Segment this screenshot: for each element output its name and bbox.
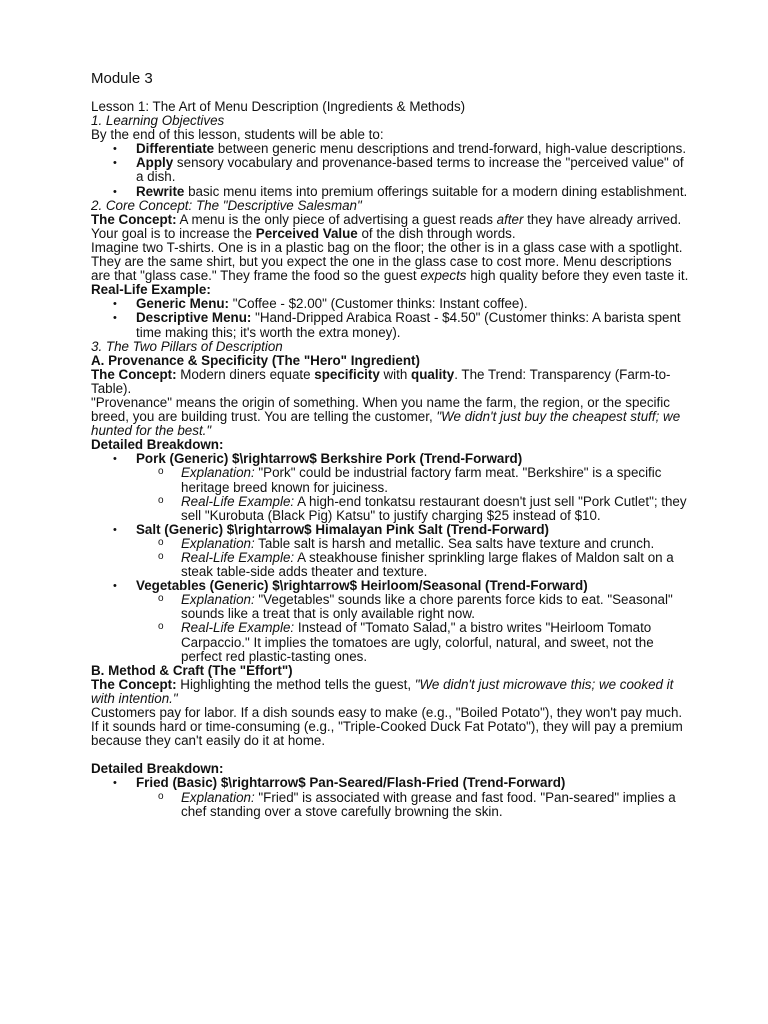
list-item: • Pork (Generic) $\rightarrow$ Berkshire Pork (Trend-Forward) o Explanation: "Pork" could be industrial factory farm meat. "Berkshire" is a specific heritage breed known for juiciness. o Real-Life Example: A high-end tonkatsu restaurant doesn't just sell "Pork Cutlet"; they sell "Kurobuta (Black Pig) Katsu" to justify charging $25 instead of $10. bbox=[91, 452, 691, 522]
sub-list-item: o Real-Life Example: A steakhouse finisher sprinkling large flakes of Maldon salt on a steak table-side adds theater and texture. bbox=[136, 551, 691, 579]
detailed-breakdown-label: Detailed Breakdown: bbox=[91, 437, 224, 453]
list-item: • Rewrite basic menu items into premium offerings suitable for a modern dining establishment. bbox=[91, 185, 691, 199]
spacer bbox=[91, 748, 691, 762]
sub-list bbox=[136, 466, 691, 522]
module-title: Module 3 bbox=[91, 70, 153, 87]
objectives-list bbox=[91, 142, 691, 198]
document-page bbox=[91, 70, 691, 819]
sub-list-item: o Real-Life Example: A high-end tonkatsu restaurant doesn't just sell "Pork Cutlet"; they sell "Kurobuta (Black Pig) Katsu" to justify charging $25 instead of $10. bbox=[136, 495, 691, 523]
section-2-heading: 2. Core Concept: The "Descriptive Salesman" bbox=[91, 197, 362, 213]
concept-paragraph: The Concept: A menu is the only piece of advertising a guest reads after they have already arrived. Your goal is to increase the Perceived Value of the dish through words. bbox=[91, 211, 682, 241]
pillar-a-heading: A. Provenance & Specificity (The "Hero" Ingredient) bbox=[91, 352, 420, 368]
sub-list-item: o Explanation: "Vegetables" sounds like a chore parents force kids to eat. "Seasonal" sounds like a treat that is only available right now. bbox=[136, 593, 691, 621]
provenance-paragraph: "Provenance" means the origin of something. When you name the farm, the region, or the specific breed, you are building trust. You are telling the customer, "We didn't just buy the cheapest stuff; we hunted for the best." bbox=[91, 394, 681, 439]
list-item: • Salt (Generic) $\rightarrow$ Himalayan Pink Salt (Trend-Forward) o Explanation: Table salt is harsh and metallic. Sea salts have texture and crunch. o Real-Life Example: A steakhouse finisher sprinkling large flakes of Maldon salt on a steak table-side adds theater and texture. bbox=[91, 523, 691, 579]
sub-list-item: o Real-Life Example: Instead of "Tomato Salad," a bistro writes "Heirloom Tomato Carpaccio." It implies the tomatoes are ugly, colorful, natural, and sweet, not the perfect red plastic-tasting ones. bbox=[136, 621, 691, 663]
section-3-heading: 3. The Two Pillars of Description bbox=[91, 338, 283, 354]
pillar-a-concept: The Concept: Modern diners equate specificity with quality. The Trend: Transparency (Farm-to-Table). bbox=[91, 366, 671, 396]
list-item: • Fried (Basic) $\rightarrow$ Pan-Seared/Flash-Fried (Trend-Forward) o Explanation: "Fried" is associated with grease and fast food. "Pan-seared" implies a chef standing over a stove carefully browning the skin. bbox=[91, 776, 691, 818]
sub-list-item: o Explanation: "Fried" is associated with grease and fast food. "Pan-seared" implies a chef standing over a stove carefully browning the skin. bbox=[136, 791, 691, 819]
sub-list bbox=[136, 537, 691, 579]
pillar-a-list bbox=[91, 452, 691, 663]
sub-list-item: o Explanation: Table salt is harsh and metallic. Sea salts have texture and crunch. bbox=[136, 537, 691, 551]
real-life-label: Real-Life Example: bbox=[91, 282, 211, 298]
labor-paragraph: Customers pay for labor. If a dish sounds easy to make (e.g., "Boiled Potato"), they won't pay much. If it sounds hard or time-consuming (e.g., "Triple-Cooked Duck Fat Potato"), they will pay a premium because they can't easily do it at home. bbox=[91, 705, 683, 749]
sub-list bbox=[136, 593, 691, 663]
section-1-intro: By the end of this lesson, students will be able to: bbox=[91, 127, 384, 143]
list-item: • Descriptive Menu: "Hand-Dripped Arabica Roast - $4.50" (Customer thinks: A barista spent time making this; it's worth the extra money). bbox=[91, 311, 691, 339]
lesson-title: Lesson 1: The Art of Menu Description (Ingredients & Methods) bbox=[91, 99, 466, 114]
pillar-b-list bbox=[91, 776, 691, 818]
examples-list bbox=[91, 297, 691, 339]
list-item: • Vegetables (Generic) $\rightarrow$ Heirloom/Seasonal (Trend-Forward) o Explanation: "Vegetables" sounds like a chore parents force kids to eat. "Seasonal" sounds like a treat that is only available right now. o Real-Life Example: Instead of "Tomato Salad," a bistro writes "Heirloom Tomato Carpaccio." It implies the tomatoes are ugly, colorful, natural, and sweet, not the perfect red plastic-tasting ones. bbox=[91, 579, 691, 664]
sub-list-item: o Explanation: "Pork" could be industrial factory farm meat. "Berkshire" is a specific heritage breed known for juiciness. bbox=[136, 466, 691, 494]
pillar-b-concept: The Concept: Highlighting the method tells the guest, "We didn't just microwave this; we cooked it with intention." bbox=[91, 676, 674, 706]
tshirt-paragraph: Imagine two T-shirts. One is in a plastic bag on the floor; the other is in a glass case with a spotlight. They are the same shirt, but you expect the one in the glass case to cost more. Menu descriptions are that "glass case." They frame the food so the guest expects high quality before they even taste it. bbox=[91, 239, 689, 284]
detailed-breakdown-label: Detailed Breakdown: bbox=[91, 761, 224, 777]
list-item: • Generic Menu: "Coffee - $2.00" (Customer thinks: Instant coffee). bbox=[91, 297, 691, 311]
sub-list bbox=[136, 791, 691, 819]
list-item: • Apply sensory vocabulary and provenance-based terms to increase the "perceived value" of a dish. bbox=[91, 156, 691, 184]
section-1-heading: 1. Learning Objectives bbox=[91, 113, 225, 129]
list-item: • Differentiate between generic menu descriptions and trend-forward, high-value descriptions. bbox=[91, 142, 691, 156]
pillar-b-heading: B. Method & Craft (The "Effort") bbox=[91, 662, 293, 678]
